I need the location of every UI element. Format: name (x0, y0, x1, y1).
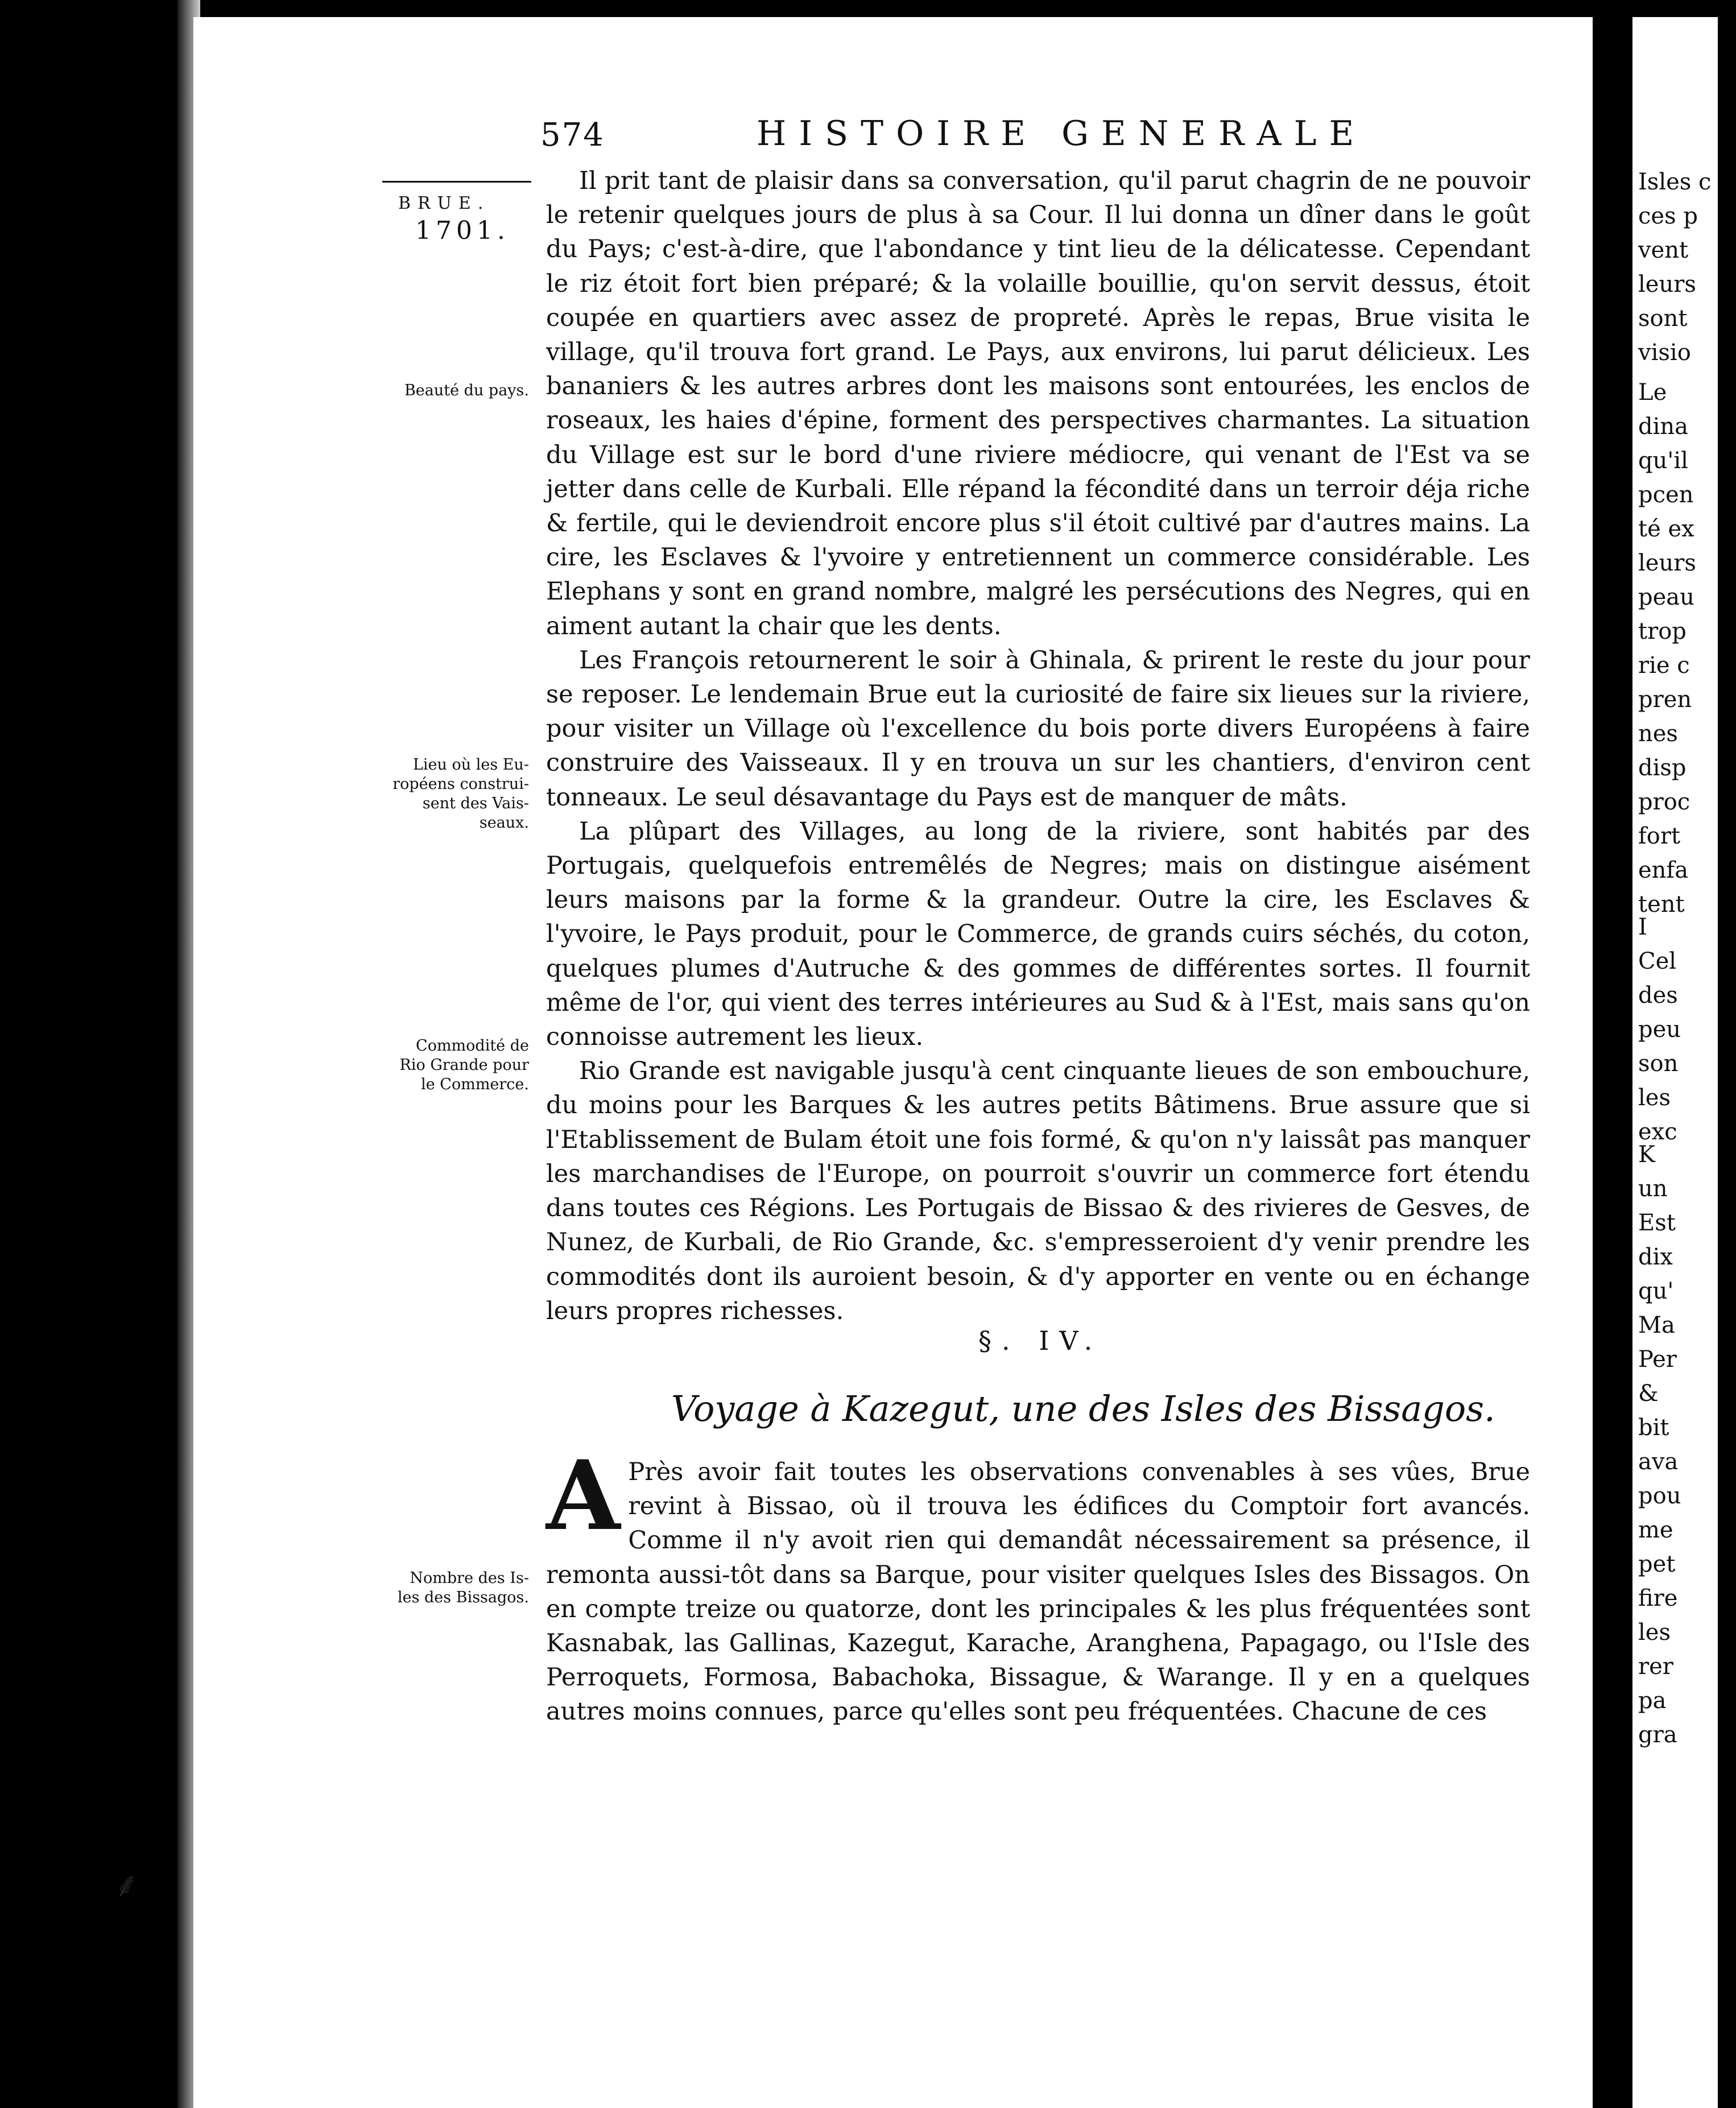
facing-page-fragment: Le (1638, 379, 1667, 406)
facing-page-fragment: pa (1638, 1688, 1667, 1714)
facing-page-fragment: leurs (1638, 271, 1696, 297)
facing-page-fragment: dix (1638, 1244, 1673, 1270)
facing-page-fragment: fire (1638, 1585, 1678, 1611)
facing-page-fragment: K (1638, 1142, 1655, 1168)
facing-page-fragment: pet (1638, 1551, 1676, 1577)
paragraph: Les François retournerent le soir à Ghinala, & prirent le reste du jour pour se reposer. Le lendemain Brue eut la curiosité de faire six lieues sur la riviere, pour visiter un Village où l'excellence du bois porte divers Européens à faire construire des Vaisseaux. Il y en trouva un sur les chantiers, d'environ cent tonneaux. Le seul désavantage du Pays est de manquer de mâts. (546, 646, 1530, 812)
facing-page-fragment: proc (1638, 789, 1690, 815)
section-title: Voyage à Kazegut, une des Isles des Bissagos. (671, 1388, 1495, 1429)
facing-page-fragment: tent (1638, 891, 1685, 917)
facing-page-fragment: bit (1638, 1415, 1669, 1441)
facing-page-fragment: exc (1638, 1119, 1677, 1145)
facing-page-fragment: son (1638, 1051, 1679, 1077)
margin-note-beaute: Beauté du pays. (404, 382, 529, 399)
facing-page-fragment: I (1638, 914, 1647, 940)
facing-page-fragment: rie c (1638, 652, 1690, 679)
facing-page-fragment: me (1638, 1517, 1673, 1543)
facing-page-fragment: Cel (1638, 948, 1677, 974)
paragraph: La plûpart des Villages, au long de la riviere, sont habités par des Portugais, quelquefois entremêlés de Negres; mais on distingue aisément leurs maisons par la forme & la grandeur. Outre la cire, les Esclaves & l'yvoire, le Pays produit, pour le Commerce, de grands cuirs séchés, du coton, quelques plumes d'Autruche & des gommes de différentes sortes. Il fournit même de l'or, qui vient des terres intérieures au Sud & à l'Est, mais sans qu'on connoisse autrement les lieux. (546, 817, 1530, 1052)
section-text (546, 1439, 1530, 1729)
facing-page-fragment: ces p (1638, 203, 1698, 229)
facing-page-fragment: dina (1638, 414, 1689, 440)
facing-page (1632, 17, 1718, 2108)
section-number: §. IV. (978, 1325, 1103, 1356)
facing-page-fragment: enfa (1638, 857, 1689, 883)
margin-note-vaisseaux: Lieu où les Eu- ropéens construi- sent des Vais- seaux. (392, 756, 529, 832)
facing-page-fragment: nes (1638, 721, 1678, 747)
facing-page-fragment: Ma (1638, 1312, 1675, 1338)
paragraph: Il prit tant de plaisir dans sa conversation, qu'il parut chagrin de ne pouvoir le retenir quelques jours de plus à sa Cour. Il lui donna un dîner dans le goût du Pays; c'est-à-dire, que l'abondance y tint lieu de la délicatesse. Cependant le riz étoit fort bien préparé; & la volaille bouillie, qu'on servit dessus, étoit coupée en quartiers avec assez de propreté. Après le repas, Brue visita le village, qu'il trouva fort grand. Le Pays, aux environs, lui parut délicieux. Les bananiers & les autres arbres dont les maisons sont entourées, les enclos de roseaux, les haies d'épine, forment des perspectives charmantes. La situation du Village est sur le bord d'une riviere médiocre, qui venant de l'Est va se jetter dans celle de Kurbali. Elle répand la fécondité dans un terroir déja riche & fertile, qui le deviendroit encore plus s'il étoit cultivé par d'autres mains. La cire, les Esclaves & l'yvoire y entretiennent un commerce considérable. Les Elephans y sont en grand nombre, malgré les persécutions des Negres, qui en aiment autant la chair que les dents. (546, 167, 1530, 640)
facing-page-fragment: trop (1638, 618, 1687, 644)
page-number: 574 (540, 117, 605, 154)
facing-page-fragment: pcen (1638, 482, 1694, 508)
margin-author: BRUE. (398, 193, 490, 213)
facing-page-fragment: sont (1638, 305, 1688, 332)
facing-page-fragment: des (1638, 982, 1678, 1008)
drop-cap: A (546, 1439, 621, 1552)
facing-page-fragment: visio (1638, 340, 1691, 366)
facing-page-fragment: disp (1638, 755, 1687, 781)
facing-page-fragment: qu'il (1638, 448, 1688, 474)
facing-page-fragment: vent (1638, 237, 1689, 263)
main-text (546, 164, 1530, 1328)
facing-page-fragment: peau (1638, 584, 1694, 610)
facing-page-fragment: & (1638, 1380, 1659, 1407)
facing-page-fragment: gra (1638, 1722, 1677, 1748)
facing-page-fragment: les (1638, 1619, 1671, 1646)
running-title: HISTOIRE GENERALE (757, 114, 1367, 154)
margin-note-bissagos: Nombre des Is- les des Bissagos. (397, 1569, 529, 1606)
facing-page-fragment: ava (1638, 1449, 1679, 1475)
scan-right-edge (1718, 0, 1736, 2108)
facing-page-fragment: Per (1638, 1346, 1677, 1373)
facing-page-fragment: té ex (1638, 516, 1694, 542)
facing-page-fragment: un (1638, 1176, 1668, 1202)
facing-page-fragment: pren (1638, 687, 1692, 713)
margin-year: 1701. (415, 216, 510, 245)
section-paragraph: Près avoir fait toutes les observations convenables à ses vûes, Brue revint à Bissao, où il trouva les édifices du Comptoir fort avancés. Comme il n'y avoit rien qui demandât nécessairement sa présence, il remonta aussi-tôt dans sa Barque, pour visiter quelques Isles des Bissagos. On en compte treize ou quatorze, dont les principales & les plus fréquentées sont Kasnabak, las Gallinas, Kazegut, Karache, Aranghena, Papagago, ou l'Isle des Perroquets, Formosa, Babachoka, Bissague, & Warange. Il y en a quelques autres moins connues, parce qu'elles sont peu fréquentées. Chacune de ces (546, 1458, 1530, 1726)
facing-page-fragment: fort (1638, 823, 1681, 849)
book-gutter (1593, 0, 1632, 2108)
facing-page-fragment: pou (1638, 1483, 1681, 1509)
margin-rule (382, 181, 531, 183)
facing-page-fragment: Est (1638, 1210, 1676, 1236)
facing-page-fragment: rer (1638, 1654, 1673, 1680)
margin-note-rio-grande: Commodité de Rio Grande pour le Commerce. (399, 1037, 529, 1093)
facing-page-fragment: leurs (1638, 550, 1696, 576)
scan-left-edge (0, 0, 177, 2108)
paragraph: Rio Grande est navigable jusqu'à cent cinquante lieues de son embouchure, du moins pour les Barques & les autres petits Bâtimens. Brue assure que si l'Etablissement de Bulam étoit une fois formé, & qu'on n'y laissât pas manquer les marchandises de l'Europe, on pourroit s'ouvrir un commerce fort étendu dans toutes ces Régions. Les Portugais de Bissao & des rivieres de Gesves, de Nunez, de Kurbali, de Rio Grande, &c. s'empresseroient d'y venir prendre les commodités dont ils auroient besoin, & d'y apporter en vente ou en échange leurs propres richesses. (546, 1057, 1530, 1325)
facing-page-fragment: qu' (1638, 1278, 1674, 1304)
ink-mark-icon: ⸙ (114, 1865, 139, 1905)
facing-page-fragment: les (1638, 1085, 1671, 1111)
facing-page-fragment: Isles c (1638, 169, 1712, 195)
facing-page-fragment: peu (1638, 1016, 1681, 1043)
